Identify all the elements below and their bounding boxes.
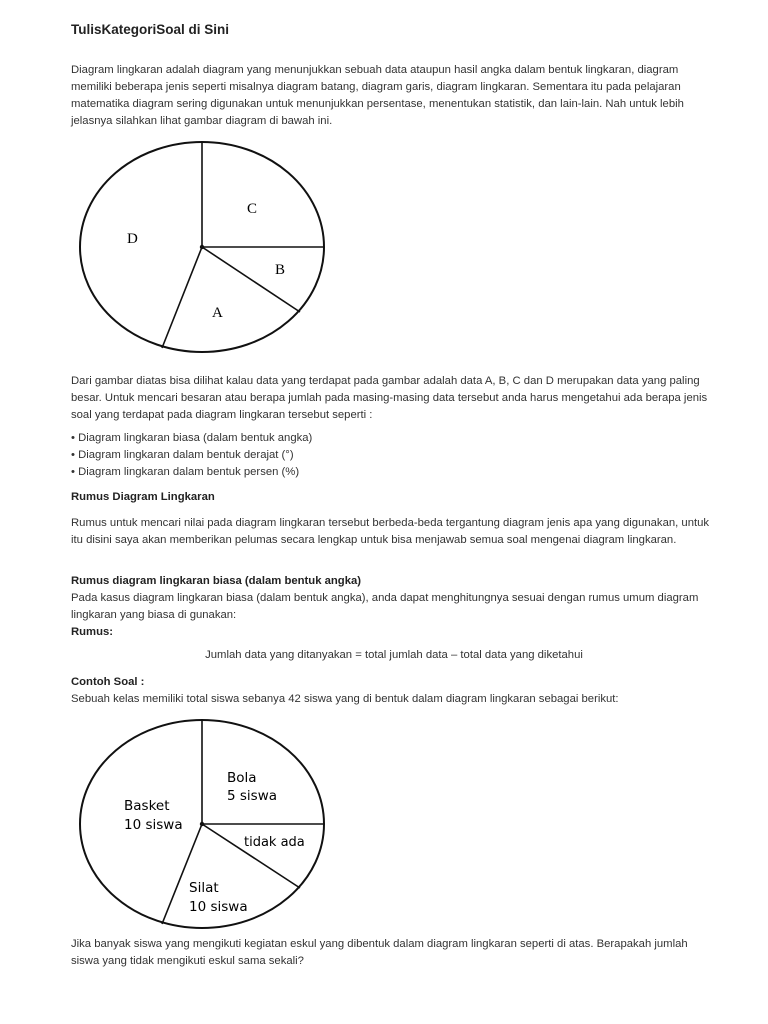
slice-value-basket: 10 siswa	[124, 817, 183, 833]
pie-chart-eskul	[78, 718, 328, 930]
formula: Jumlah data yang ditanyakan = total jumlah data – total data yang diketahui	[205, 649, 583, 661]
bullet-list	[71, 430, 312, 481]
pie-chart-abcd	[78, 140, 328, 356]
heading-rumus: Rumus Diagram Lingkaran	[71, 491, 215, 503]
question-text: Jika banyak siswa yang mengikuti kegiatan eskul yang dibentuk dalam diagram lingkaran seperti di atas. Berapakah jumlah siswa yang tidak mengikuti eskul sama sekali?	[71, 938, 688, 967]
pie-center	[200, 245, 204, 249]
list-item: • Diagram lingkaran dalam bentuk derajat (°)	[71, 447, 312, 464]
slice-label-tidak-ada: tidak ada	[244, 835, 305, 850]
contoh-text: Sebuah kelas memiliki total siswa sebanya 42 siswa yang di bentuk dalam diagram lingkaran sebagai berikut:	[71, 693, 619, 705]
slice-label-basket: Basket	[124, 798, 170, 814]
page-title: TulisKategoriSoal di Sini	[71, 22, 230, 37]
paragraph-2: Dari gambar diatas bisa dilihat kalau data yang terdapat pada gambar adalah data A, B, C dan D merupakan data yang paling besar. Untuk mencari besaran atau berapa jumlah pada masing-masing data tersebut anda harus mengetahui ada berapa jenis soal yang terdapat pada diagram lingkaran tersebut seperti :	[71, 375, 708, 421]
list-item: • Diagram lingkaran biasa (dalam bentuk angka)	[71, 430, 312, 447]
paragraph-3: Rumus untuk mencari nilai pada diagram lingkaran tersebut berbeda-beda tergantung diagram jenis apa yang digunakan, untuk itu disini saya akan memberikan pelumas secara lengkap untuk bisa menjawab semua soal mengenai diagram lingkaran.	[71, 517, 710, 546]
slice-label-bola: Bola	[227, 770, 257, 786]
slice-label-silat: Silat	[189, 880, 219, 896]
slice-label-d: D	[127, 231, 138, 247]
slice-label-a: A	[212, 305, 223, 321]
intro-paragraph: Diagram lingkaran adalah diagram yang menunjukkan sebuah data ataupun hasil angka dalam bentuk lingkaran, diagram memiliki beberapa jenis seperti misalnya diagram batang, diagram garis, diagram lingkaran. Sementara itu pada pelajaran matematika diagram sering digunakan untuk menunjukkan persentase, menentukan statistik, dan lain-lain. Nah untuk lebih jelasnya silahkan lihat gambar diagram di bawah ini.	[71, 64, 684, 127]
slice-value-bola: 5 siswa	[227, 788, 278, 804]
list-item: • Diagram lingkaran dalam bentuk persen (%)	[71, 464, 312, 481]
contoh-label: Contoh Soal :	[71, 676, 145, 688]
slice-label-b: B	[275, 262, 286, 278]
paragraph-4: Pada kasus diagram lingkaran biasa (dalam bentuk angka), anda dapat menghitungnya sesuai dengan rumus umum diagram lingkaran yang biasa di gunakan:	[71, 592, 699, 621]
slice-label-c: C	[247, 201, 258, 217]
slice-value-silat: 10 siswa	[189, 899, 248, 915]
pie-center	[200, 822, 204, 826]
rumus-label: Rumus:	[71, 626, 114, 638]
heading-biasa: Rumus diagram lingkaran biasa (dalam bentuk angka)	[71, 575, 362, 587]
